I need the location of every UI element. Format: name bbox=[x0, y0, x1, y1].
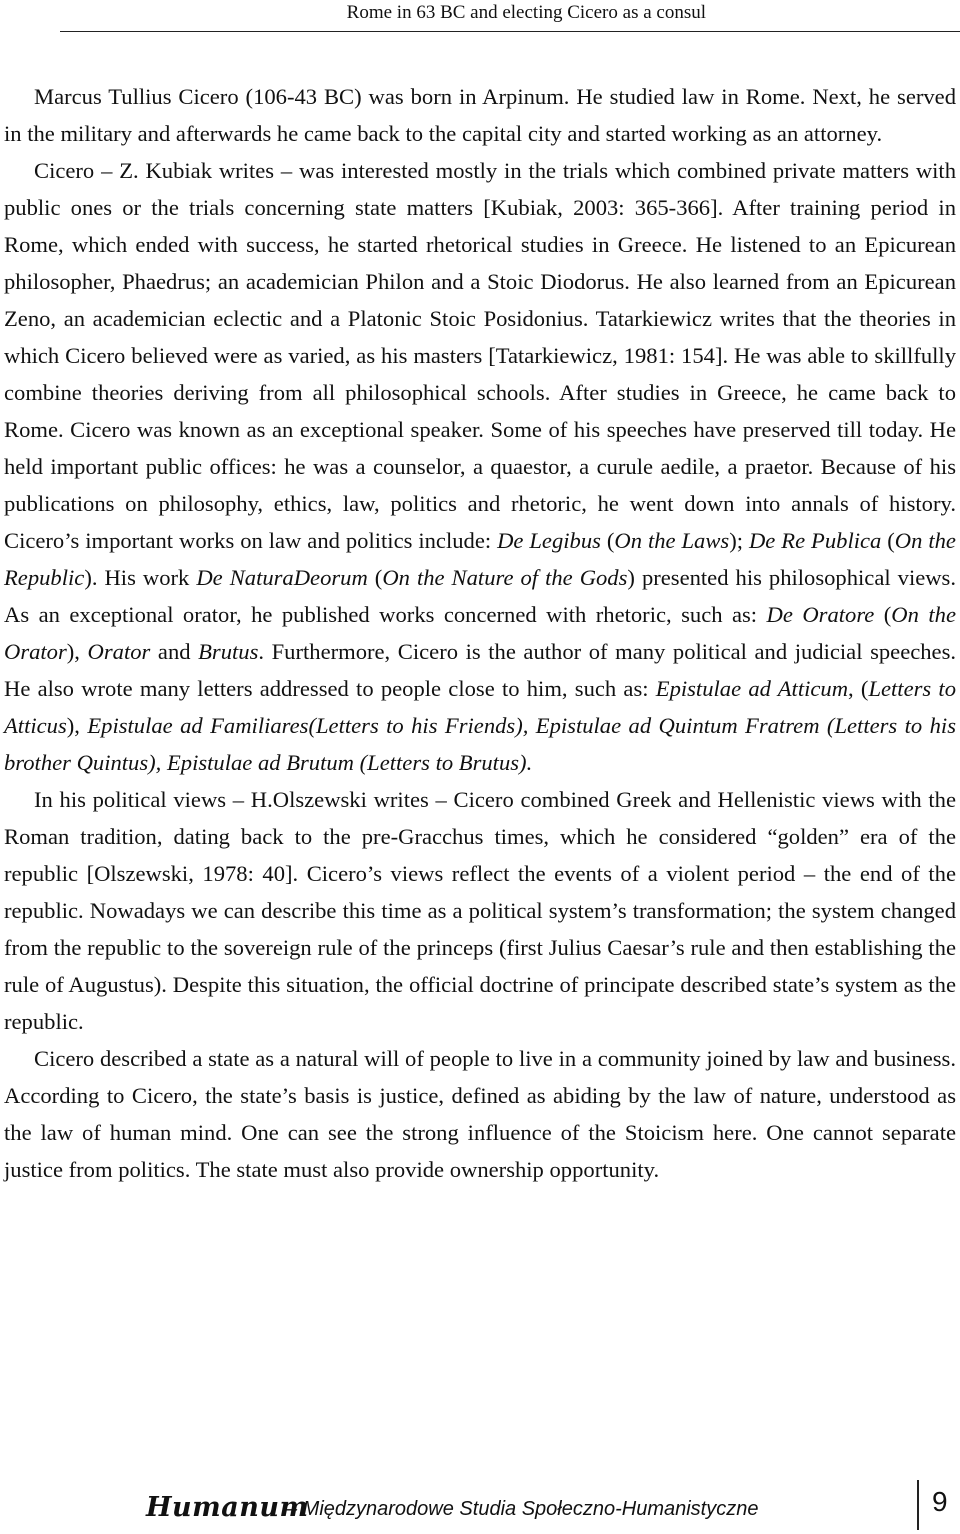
text-run: ( bbox=[600, 528, 615, 553]
text-run: Cicero – Z. Kubiak writes – was interested mostly in the trials which combined private matters with public ones or the trials concerning state matters [Kubiak, 2003: 365-366]. After training period in Rome, which ended with success, he started rhetorical studies in Greece. He listened to an Epicurean philosopher, Phaedrus; an academician Philon and a Stoic Diodorus. He also learned from an Epicurean Zeno, an academician eclectic and a Platonic Stoic Posidonius. Tatarkiewicz writes that the theories in which Cicero believed were as varied, as his masters [Tatarkiewicz, 1981: 154]. He was able to skillfully combine theories deriving from all philosophical schools. After studies in Greece, he came back to Rome. Cicero was known as an exceptional speaker. Some of his speeches have preserved till today. He held important public offices: he was a counselor, a quaestor, a curule aedile, a praetor. Because of his publications on philosophy, ethics, law, politics and rhetoric, he went down into annals of history. Cicero’s important works on law and politics include: bbox=[4, 158, 956, 553]
work-title-translation: On the Republic bbox=[4, 528, 956, 590]
footer-divider bbox=[917, 1480, 919, 1530]
text-run: ); bbox=[729, 528, 749, 553]
running-header bbox=[60, 0, 960, 32]
work-title-list: Epistulae ad Familiares(Letters to his Friends), Epistulae ad Quintum Fratrem (Letters to his brother Quintus), Epistulae ad Brutum (Letters to Brutus). bbox=[4, 713, 956, 775]
text-run: and bbox=[150, 639, 199, 664]
paragraph-1: Marcus Tullius Cicero (106-43 BC) was born in Arpinum. He studied law in Rome. Next, he served in the military and afterwards he came back to the capital city and started working as an attorney. bbox=[4, 84, 956, 146]
paragraph-3: In his political views – H.Olszewski writes – Cicero combined Greek and Hellenistic views with the Roman tradition, dating back to the pre-Gracchus times, which he considered “golden” era of the republic [Olszewski, 1978: 40]. Cicero’s views reflect the events of a violent period – the end of the republic. Nowadays we can describe this time as a political system’s transformation; the system changed from the republic to the sovereign rule of the princeps (first Julius Caesar’s rule and then establishing the rule of Augustus). Despite this situation, the official doctrine of principate described state’s system as the republic. bbox=[4, 787, 956, 1034]
text-run: . Furthermore, Cicero is the author of many political and judicial speeches. He also wrote many letters addressed to people close to him, such as: bbox=[4, 639, 957, 701]
work-title: De Legibus bbox=[497, 528, 601, 553]
work-title-translation: On the Laws bbox=[614, 528, 730, 553]
page-footer bbox=[0, 1470, 960, 1534]
text-run: ), bbox=[66, 713, 88, 738]
work-title-translation: On the Nature of the Gods bbox=[382, 565, 628, 590]
work-title: Epistulae ad Atticum bbox=[655, 676, 849, 701]
work-title: Orator bbox=[87, 639, 151, 664]
body-text bbox=[4, 78, 956, 1188]
text-run: ). His work bbox=[84, 565, 197, 590]
text-run: ( bbox=[881, 528, 895, 553]
work-title: Brutus bbox=[198, 639, 259, 664]
running-title: Rome in 63 BC and electing Cicero as a consul bbox=[346, 2, 706, 23]
work-title-translation: Letters to Atticus bbox=[4, 676, 957, 738]
text-run: ) presented his philosophical views. As an exceptional orator, he published works concerned with rhetoric, such as: bbox=[4, 565, 957, 627]
text-run: ( bbox=[874, 602, 892, 627]
paragraph-2 bbox=[4, 152, 956, 781]
work-title: De Oratore bbox=[766, 602, 875, 627]
paragraph-4: Cicero described a state as a natural will of people to live in a community joined by law and business. According to Cicero, the state’s basis is justice, defined as abiding by the law of nature, understood as the law of human mind. One can see the strong influence of the Stoicism here. One cannot separate justice from politics. The state must also provide ownership opportunity. bbox=[4, 1046, 956, 1182]
text-run: , ( bbox=[848, 676, 869, 701]
text-run: ), bbox=[66, 639, 88, 664]
work-title: De NaturaDeorum bbox=[196, 565, 368, 590]
journal-logo: Humanum bbox=[146, 1492, 309, 1523]
work-title-translation: On the Orator bbox=[4, 602, 956, 664]
work-title: De Re Publica bbox=[748, 528, 882, 553]
journal-subtitle: – Międzynarodowe Studia Społeczno-Humanistyczne bbox=[286, 1498, 759, 1520]
text-run: ( bbox=[367, 565, 383, 590]
page-number: 9 bbox=[932, 1486, 948, 1517]
